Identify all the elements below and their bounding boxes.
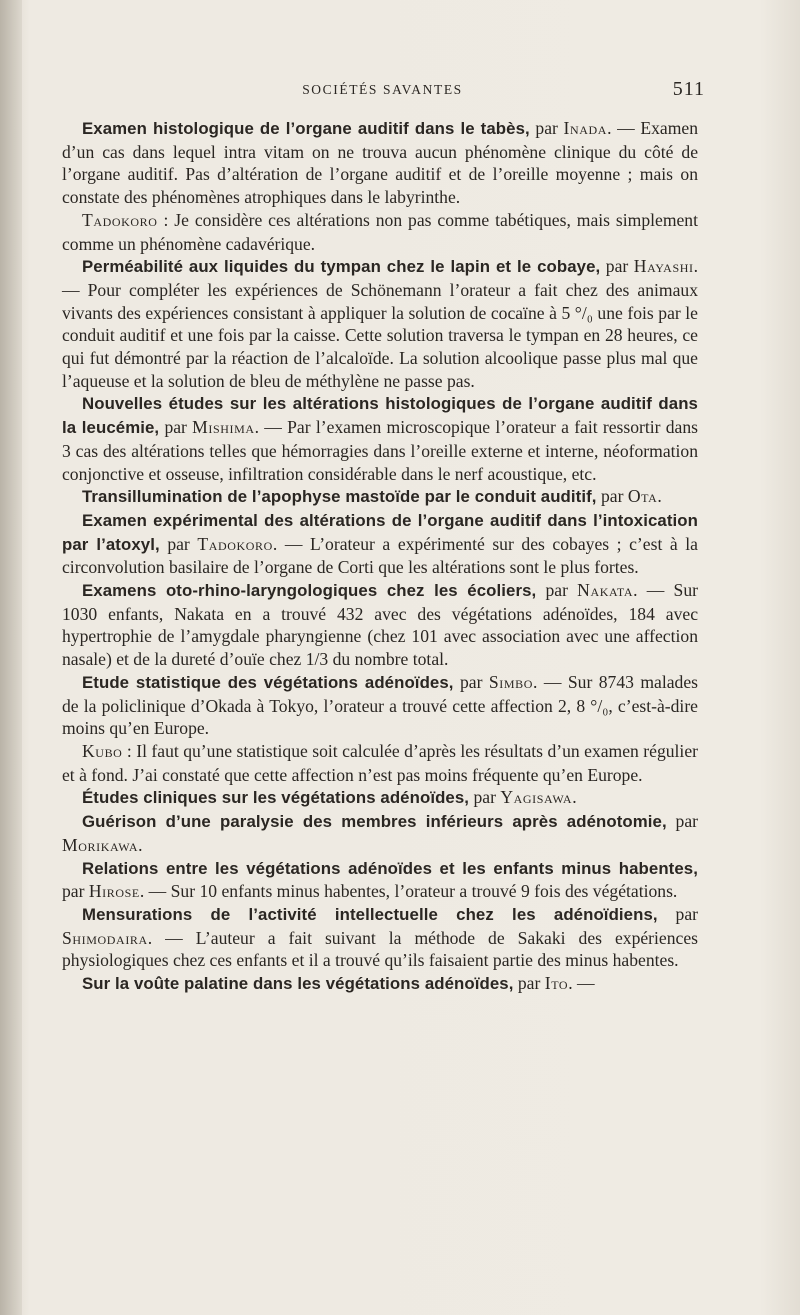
entry-text: . — (568, 973, 595, 994)
entry-by: par (666, 811, 698, 832)
entry-author: Ota (627, 486, 658, 507)
entry-by: par (469, 787, 501, 808)
entry-title: Examen histologique de l’organe auditif dans le tabès, (82, 119, 530, 138)
entry-text: . — Examen d’un cas dans lequel intra vitam on ne trouva aucun phénomène clinique du côté de l’organe auditif. Pas d’altération de l’organe auditif et de l’oreille moyenne ; mais on constate des phénomènes atrophiques dans le labyrinthe. (62, 118, 698, 208)
entry-by: par (600, 256, 634, 277)
entry-text: : Il faut qu’une statistique soit calculée d’après les résultats d’un examen régulier et à fond. J’ai constaté que cette affection n’est pas moins fréquente qu’en Europe. (62, 740, 698, 785)
entry-author: Morikawa (62, 834, 139, 855)
entry-title: Guérison d’une paralysie des membres inférieurs après adénotomie, (82, 812, 667, 832)
entry-author: Inada (563, 118, 608, 138)
entry-author: Ito (544, 973, 569, 994)
entry-by: par (513, 973, 545, 994)
entry-author: Mishima (192, 417, 255, 438)
entry-paragraph (62, 786, 698, 810)
entry-paragraph (62, 255, 698, 392)
entry-author: Nakata (577, 580, 634, 601)
entry-paragraph (62, 117, 698, 209)
entry-title: Perméabilité aux liquides du tympan chez le lapin et le cobaye, (82, 257, 601, 277)
entry-paragraph (62, 740, 698, 786)
running-title: SOCIÉTÉS SAVANTES (302, 82, 463, 97)
entry-title: Examens oto-rhino-laryngologiques chez les écoliers, (82, 581, 537, 601)
entry-title: Transillumination de l’apophyse mastoïde par le conduit auditif, (82, 487, 597, 507)
entry-author: Tadokoro (82, 209, 158, 230)
entry-text: . — Sur 10 enfants minus habentes, l’orateur a trouvé 9 fois des végétations. (139, 881, 678, 902)
entry-title: Etude statistique des végétations adénoïdes, (82, 672, 454, 692)
entry-paragraph (62, 972, 698, 996)
entry-paragraph (62, 509, 698, 579)
entry-title: Relations entre les végétations adénoïdes et les enfants minus habentes, (82, 858, 698, 878)
entry-text: . — Sur 1030 enfants, Nakata en a trouvé 432 avec des végétations adénoïdes, 184 avec hypertrophie de l’amygdale pharyngienne (chez 101 avec association avec une affection nasale) et de la dureté d’ouïe chez 1/3 du nombre total. (62, 580, 698, 670)
entry-by: par (536, 580, 578, 601)
entry-by: par (657, 903, 698, 924)
entry-text: . — Par l’examen microscopique l’orateur a fait ressortir dans 3 cas des altérations telles que hémorragies dans l’oreille externe et interne, néoformation conjonctive et osseuse, infiltration considérable dans le nerf acoustique, etc. (62, 417, 699, 484)
entry-paragraph (62, 579, 698, 671)
entry-by: par (596, 486, 628, 507)
entry-title: Mensurations de l’activité intellectuelle chez les adénoïdiens, (82, 904, 658, 924)
entry-paragraph (62, 671, 698, 740)
entry-paragraph (62, 209, 698, 255)
entry-author: Hayashi (633, 256, 694, 277)
entry-title: Examen expérimental des altérations de l’organe auditif dans l’intoxication par l’atoxyl, (62, 510, 698, 554)
entry-text: . — L’auteur a fait suivant la méthode de Sakaki des expériences physiologiques chez ces enfants et il a trouvé qu’ils faisaient partie des minus habentes. (62, 927, 698, 971)
entry-by: par (62, 881, 89, 902)
entry-paragraph (62, 485, 698, 509)
entry-title: Études cliniques sur les végétations adénoïdes, (82, 788, 470, 808)
article-body (62, 117, 698, 996)
entry-text: . (657, 486, 662, 507)
entry-author: Tadokoro (197, 533, 273, 554)
entry-author: Yagisawa (500, 787, 573, 808)
entry-text: . (572, 787, 577, 808)
entry-paragraph (62, 392, 698, 485)
entry-text: . — Pour compléter les expériences de Schönemann l’orateur a fait chez des animaux vivants des expériences consistant à appliquer la solution de cocaïne à 5 °/₀ une fois par le conduit auditif et une fois par la caisse. Cette solution traversa le tympan en 28 heures, ce qui fut démontré par la réaction de l’alcaloïde. La solution alcoolique passe plus mal que l’aqueuse et la solution de bleu de méthylène ne passe pas. (62, 256, 698, 391)
entry-title: Sur la voûte palatine dans les végétations adénoïdes, (82, 974, 514, 994)
entry-paragraph (62, 903, 698, 972)
entry-author: Hirose (88, 881, 140, 902)
entry-paragraph (62, 857, 698, 903)
page-edge-shadow (0, 0, 22, 1315)
entry-paragraph (62, 810, 698, 856)
entry-author: Kubo (82, 740, 123, 761)
entry-author: Shimodaira (62, 927, 148, 948)
entry-by: par (529, 118, 564, 138)
entry-by: par (159, 533, 198, 554)
running-head (60, 78, 705, 102)
page-number: 511 (672, 78, 705, 100)
entry-text: . — L’orateur a expérimenté sur des cobayes ; c’est à la circonvolution basilaire de l’organe de Corti que les altérations sont le plus fortes. (62, 533, 698, 578)
entry-by: par (159, 417, 193, 438)
entry-author: Simbo (488, 671, 534, 692)
entry-text: . — Sur 8743 malades de la policlinique d’Okada à Tokyo, l’orateur a trouvé cette affection 2, 8 °/₀, c’est-à-dire moins qu’en Europe. (62, 671, 699, 739)
entry-by: par (453, 671, 489, 692)
entry-text: . (138, 834, 143, 855)
entry-text: : Je considère ces altérations non pas comme tabétiques, mais simplement comme un phénomène cadavérique. (62, 209, 698, 254)
entry-title: Nouvelles études sur les altérations histologiques de l’organe auditif dans la leucémie, (62, 394, 698, 438)
